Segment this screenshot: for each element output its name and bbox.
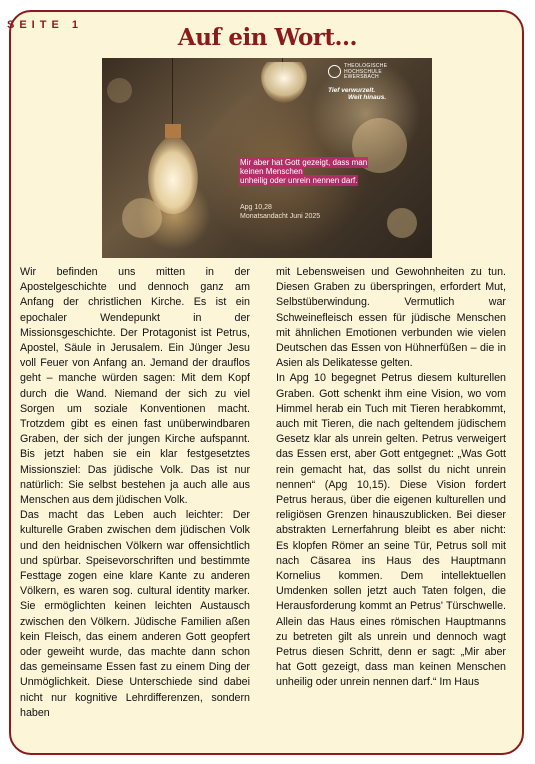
- logo-line: HOCHSCHULE: [344, 68, 383, 75]
- right-column: [276, 265, 506, 691]
- series-label: Monatsandacht Juni 2025: [240, 213, 321, 220]
- tagline-line: Tief verwurzelt.: [328, 86, 376, 94]
- logo-mark-icon: [328, 65, 341, 78]
- quote-line: Mir aber hat Gott gezeigt, dass man: [240, 158, 368, 167]
- hero-image: [102, 58, 432, 258]
- quote-line: unheilig oder unrein nennen darf.: [240, 176, 358, 185]
- logo-line: THEOLOGISCHE: [344, 63, 388, 69]
- logo-line: EWERSBACH: [344, 74, 379, 80]
- quote-line: keinen Menschen: [240, 167, 303, 176]
- paragraph: Das macht das Leben auch leichter: Der kulturelle Graben zwischen dem jüdischen Volk und den heidnischen Völkern war offensichtlich und spürbar. Speisevorschriften und bestimmte Festtage zogen eine klare Kante zu anderen Völkern, es waren sog. cultural identity marker. Sie ermöglichten keinen leichten Austausch zwischen den Völkern. Jüdische Familien aßen kein Fleisch, das einem anderen Gott geopfert oder geweiht wurde, das machte dann schon das gemeinsame Essen fast zu einem Ding der Unmöglichkeit. Diese Unterschiede sind dabei nicht nur kognitive Lehrdifferenzen, sondern haben: [20, 509, 250, 719]
- paragraph: In Apg 10 begegnet Petrus diesem kulturellen Graben. Gott schenkt ihm eine Vision, wo vom Himmel herab ein Tuch mit Tieren herabkommt, auch mit Tieren, die nach geltendem jüdischem Gesetz klar als unrein gelten. Petrus verweigert das Essen erst, aber Gott entgegnet: „Was Gott rein gemacht hat, das sollst du nicht unrein nennen“ (Apg 10,15). Diese Vision fordert Petrus heraus, über die eigenen kulturellen und religiösen Grenzen hinauszublicken. Bei dieser abstrakten Lernerfahrung bleibt es aber nicht: Es klopfen Römer an seine Tür, Petrus soll mit nach Cäsarea ins Haus des Hauptmann Kornelius kommen. Dem intellektuellen Umdenken sollen jetzt auch Taten folgen, die Herausforderung kommt an Petrus' Türschwelle. Allein das Haus eines römischen Hauptmanns zu betreten gilt als unrein und dennoch wagt Petrus diesen Schritt, denn er sagt: „Mir aber hat Gott gezeigt, dass man keinen Menschen unheilig oder unrein nennen darf.“ Im Haus: [276, 372, 506, 689]
- paragraph: mit Lebensweisen und Gewohnheiten zu tun. Diesen Graben zu überspringen, erfordert Mut, Selbstüberwindung. Vermutlich war Schweinefleisch essen für jüdische Menschen mit ähnlichen Emotionen verbunden wie vielen Deutschen das Essen von Hühnerfüßen – die in Asien als Delikatesse gelten.: [276, 266, 506, 370]
- tagline: [328, 87, 420, 101]
- bokeh-light: [107, 78, 132, 103]
- logo: [328, 64, 420, 101]
- image-reference: [240, 203, 320, 221]
- page-header: SEITE 1: [7, 19, 83, 31]
- bokeh-light: [387, 208, 417, 238]
- light-bulb-icon: [257, 60, 311, 104]
- image-quote: [240, 158, 426, 185]
- left-column: [20, 265, 250, 721]
- page-title: Auf ein Wort...: [177, 24, 358, 51]
- tagline-line: Weit hinaus.: [348, 93, 387, 101]
- paragraph: Wir befinden uns mitten in der Apostelgeschichte und dennoch ganz am Anfang der christlichen Kirche. Es ist ein epochaler Wendepunkt in der Missionsgeschichte. Der Protagonist ist Petrus, Apostel, Säule in Jerusalem. Ein Jünger Jesu voll Feuer von Anfang an. Jemand der drauflos geht – manche würden sagen: Mit dem Kopf durch die Wand. Niemand der sich zu viel Sorgen um soziale Konventionen macht. Trotzdem gibt es einen fast unüberwindbaren Graben, der sich der jungen Kirche aufspannt. Bis jetzt haben sie ein klar festgesetztes Missionsziel: Das jüdische Volk. Das ist nur natürlich: Sie selbst bestehen ja auch alle aus Menschen aus dem jüdischen Volk.: [20, 266, 250, 507]
- bulb-cord: [172, 58, 173, 128]
- light-bulb-icon: [140, 124, 206, 224]
- bible-reference: Apg 10,28: [240, 204, 272, 211]
